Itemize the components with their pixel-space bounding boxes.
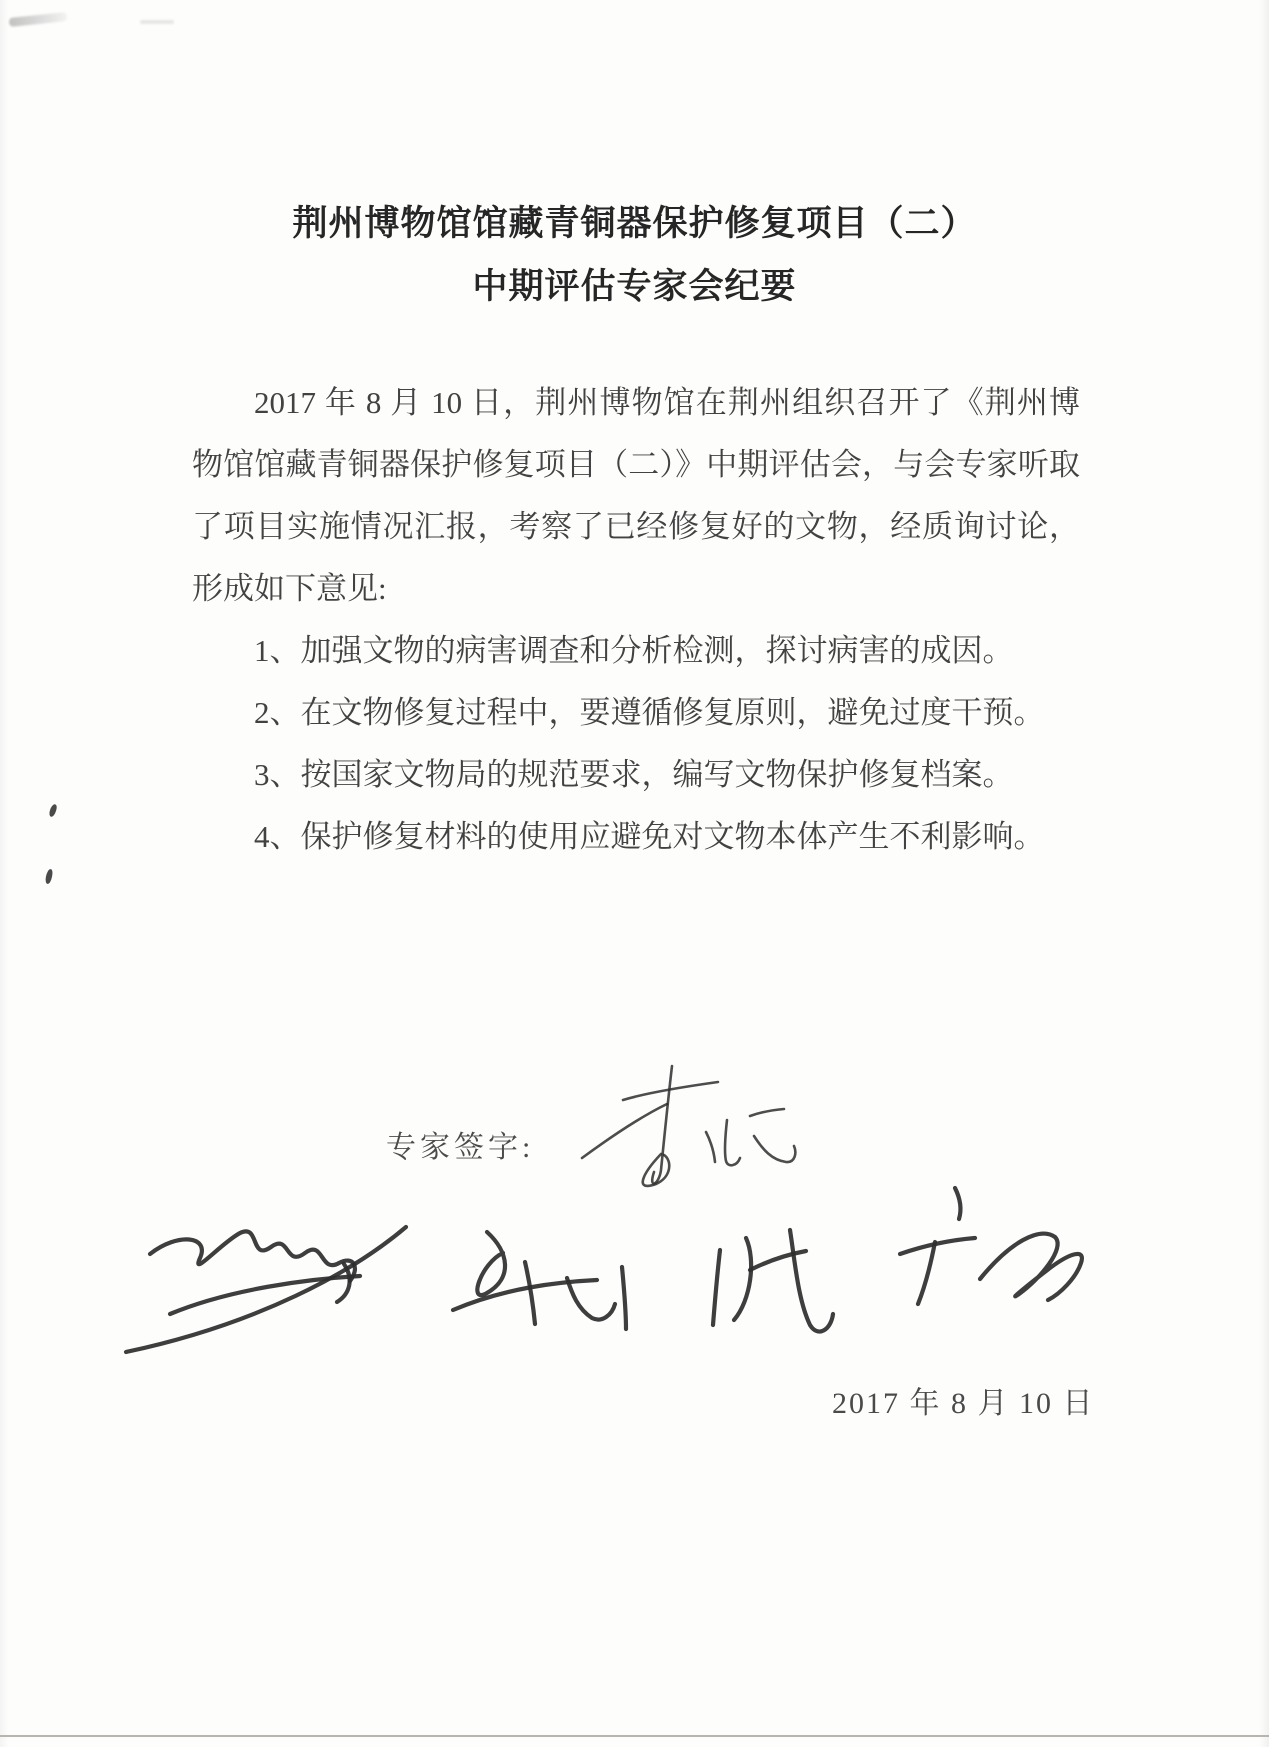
handwritten-signature-strokes <box>520 1058 810 1208</box>
handwritten-signature-strokes <box>688 1208 873 1343</box>
opinion-item-4: 4、保护修复材料的使用应避免对文物本体产生不利影响。 <box>254 819 1045 854</box>
opinion-item-2: 2、在文物修复过程中，要遵循修复原则，避免过度干预。 <box>254 695 1045 730</box>
handwritten-signature-strokes <box>108 1192 448 1357</box>
ink-speck-mark <box>45 869 54 885</box>
opinion-item-1: 1、加强文物的病害调查和分析检测，探讨病害的成因。 <box>254 633 1014 668</box>
expert-signature-1 <box>520 1058 810 1208</box>
document-title-line1: 荆州博物馆馆藏青铜器保护修复项目（二） <box>292 204 977 243</box>
scan-corner-smudge <box>9 12 68 27</box>
ink-speck-mark <box>48 803 57 817</box>
document-body <box>192 372 1080 868</box>
expert-signature-2 <box>108 1192 448 1357</box>
meeting-summary-paragraph: 2017 年 8 月 10 日，荆州博物馆在荆州组织召开了《荆州博物馆馆藏青铜器保护修复项目（二）》中期评估会，与会专家听取了项目实施情况汇报，考察了已经修复好的文物，经质询讨论，形成如下意见: <box>192 385 1080 606</box>
scan-bottom-edge-line <box>0 1735 1269 1737</box>
expert-signature-5 <box>878 1182 1103 1317</box>
scan-top-smudge <box>140 20 174 24</box>
handwritten-signature-strokes <box>878 1182 1103 1317</box>
expert-signature-label: 专家签字: <box>386 1131 535 1164</box>
expert-signature-3 <box>425 1222 660 1347</box>
opinion-item-3: 3、按国家文物局的规范要求，编写文物保护修复档案。 <box>254 757 1014 792</box>
handwritten-signature-strokes <box>425 1222 660 1347</box>
expert-signature-4 <box>688 1208 873 1343</box>
document-title-line2: 中期评估专家会纪要 <box>472 267 797 306</box>
document-date: 2017 年 8 月 10 日 <box>832 1387 1095 1420</box>
document-title <box>0 192 1269 318</box>
